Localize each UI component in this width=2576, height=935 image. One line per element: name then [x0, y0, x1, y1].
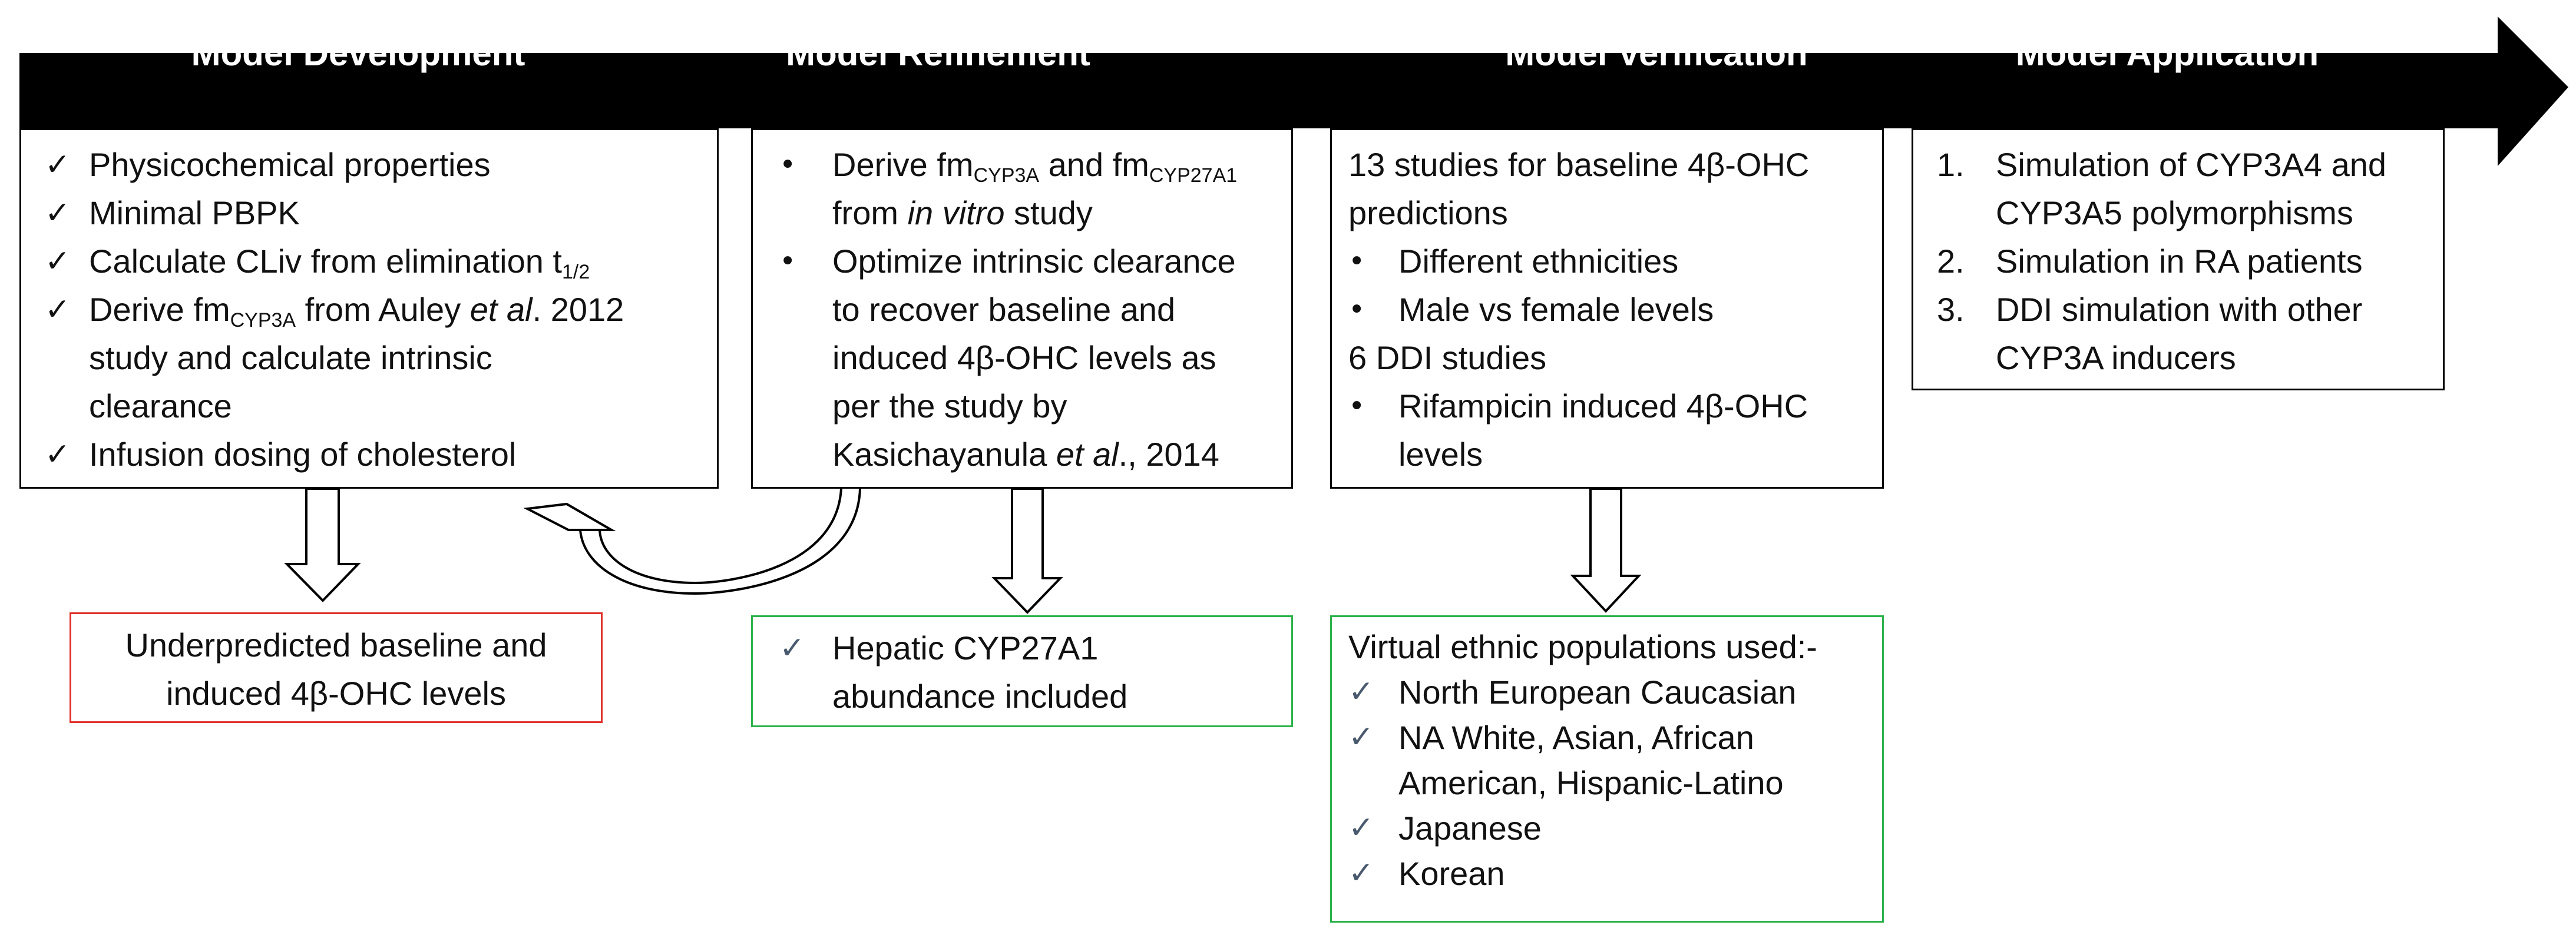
- curved-arrowhead: [527, 504, 611, 530]
- virtual-populations-box: Virtual ethnic populations used:- ✓ North European Caucasian ✓ NA White, Asian, African American, Hispanic-Latino ✓ Japanese ✓ Korean: [1330, 615, 1884, 923]
- list-item: ✓ Hepatic CYP27A1 abundance included: [768, 624, 1279, 721]
- curved-arrow-icon: [580, 489, 860, 594]
- check-icon: ✓: [1348, 856, 1374, 891]
- refinement-box: [751, 128, 1293, 489]
- check-icon: ✓: [1348, 810, 1374, 846]
- down-arrow-icon: [1573, 489, 1639, 611]
- bullet-icon: •: [1348, 293, 1365, 326]
- list-item: ✓ Korean: [1348, 851, 1870, 896]
- list-item: • Optimize intrinsic clearance to recover baseline and induced 4β-OHC levels as per the study by Kasichayanula et al., 2014: [768, 237, 1279, 479]
- verification-ddi-list: [1348, 382, 1870, 479]
- check-icon: ✓: [45, 292, 71, 327]
- list-item: ✓ Japanese: [1348, 805, 1870, 851]
- verification-ethnicity-list: [1348, 237, 1870, 334]
- list-item: ✓ North European Caucasian: [1348, 669, 1870, 715]
- stage-title-application: Model Application: [2015, 33, 2319, 73]
- list-item: • Male vs female levels: [1348, 286, 1870, 334]
- development-box: [19, 128, 719, 489]
- bullet-icon: •: [779, 245, 796, 278]
- bullet-icon: •: [1348, 390, 1365, 423]
- check-icon: ✓: [45, 147, 71, 183]
- list-item: • Rifampicin induced 4β-OHC levels: [1348, 382, 1870, 479]
- list-item: ✓ Derive $fm_{CYP3A}$ from Auley et al. 2012 study and calculate intrinsic clearance: [45, 286, 705, 430]
- application-list: [1928, 141, 2431, 382]
- list-item: ✓ NA White, Asian, African American, Hispanic-Latino: [1348, 715, 1870, 805]
- bullet-icon: •: [779, 148, 796, 181]
- check-icon: ✓: [45, 195, 71, 231]
- stage-title-development: Model Development: [191, 33, 525, 73]
- bullet-icon: •: [1348, 245, 1365, 278]
- stage-title-refinement: Model Refinement: [786, 33, 1090, 73]
- verification-box: 13 studies for baseline 4β-OHC predictions • Different ethnicities • Male vs female levels 6 DDI studies • Rifampicin induced 4β-OHC levels: [1330, 128, 1884, 489]
- list-item: ✓ Calculate CLiv from elimination $t_{1/2}$: [45, 237, 705, 286]
- check-icon: ✓: [1348, 674, 1374, 709]
- list-item: ✓ Physicochemical properties: [45, 141, 705, 189]
- down-arrow-icon: [994, 489, 1060, 612]
- list-item: ✓ Minimal PBPK: [45, 189, 705, 237]
- down-arrow-icon: [287, 489, 358, 601]
- check-icon: ✓: [779, 631, 805, 666]
- list-item: 3. DDI simulation with other CYP3A inducers: [1937, 291, 2363, 376]
- stage-title-verification: Model Verification: [1505, 33, 1808, 73]
- development-list: [45, 141, 705, 479]
- check-icon: ✓: [1348, 720, 1374, 755]
- hepatic-box: [751, 615, 1293, 727]
- list-item: • Different ethnicities: [1348, 237, 1870, 286]
- list-item: • Derive $fm_{CYP3A}$ and $fm_{CYP27A1}$ from in vitro study: [768, 141, 1279, 237]
- check-icon: ✓: [45, 437, 71, 472]
- list-item: 1. Simulation of CYP3A4 and CYP3A5 polymorphisms: [1937, 146, 2387, 231]
- virtual-populations-list: [1348, 669, 1870, 896]
- underpredicted-box: Underpredicted baseline and induced 4β-OHC levels: [70, 612, 603, 723]
- list-item: ✓ Infusion dosing of cholesterol: [45, 430, 705, 479]
- check-icon: ✓: [45, 244, 71, 279]
- refinement-list: [768, 141, 1279, 479]
- list-item: 2. Simulation in RA patients: [1937, 243, 2363, 280]
- application-box: [1912, 128, 2445, 390]
